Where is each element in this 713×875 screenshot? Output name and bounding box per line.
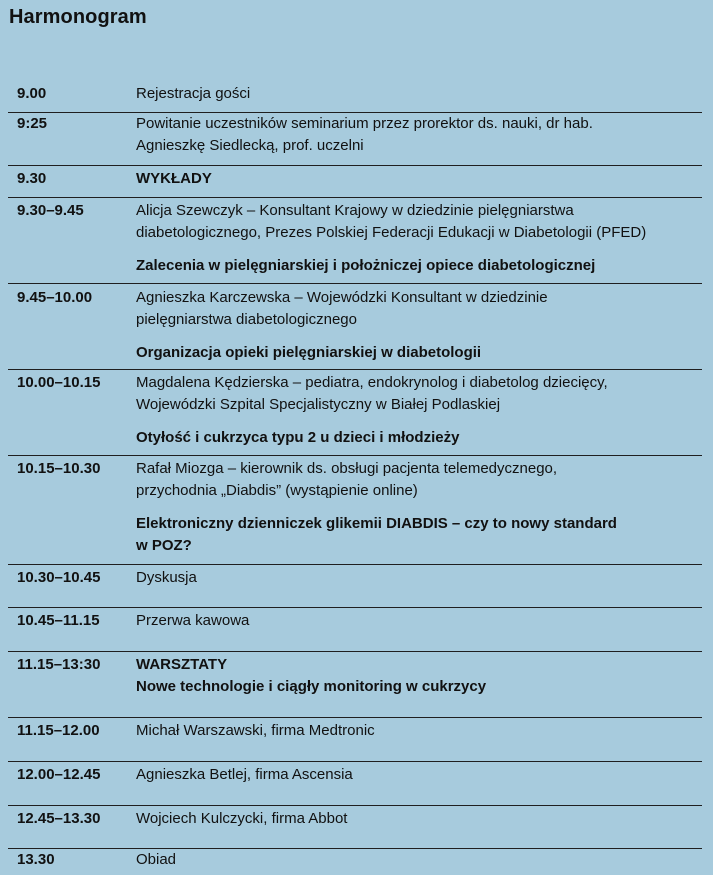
schedule-row <box>8 652 702 718</box>
row-description <box>136 567 702 607</box>
row-description <box>136 808 702 848</box>
row-text-line: Przerwa kawowa <box>136 612 250 629</box>
row-bold-line: Otyłość i cukrzyca typu 2 u dzieci i młodzieży <box>136 429 460 446</box>
row-bold-line: Organizacja opieki pielęgniarskiej w diabetologii <box>136 344 482 361</box>
row-time: 11.15–13:30 <box>17 656 101 673</box>
schedule-row <box>8 849 702 875</box>
row-time: 10.15–10.30 <box>17 460 101 477</box>
row-text-line: diabetologicznego, Prezes Polskiej Federacji Edukacji w Diabetologii (PFED) <box>136 224 647 241</box>
row-text-line: pielęgniarstwa diabetologicznego <box>136 311 357 328</box>
schedule-row <box>8 762 702 806</box>
schedule-row <box>8 78 702 113</box>
row-description <box>136 654 702 717</box>
row-bold-line: Zalecenia w pielęgniarskiej i położniczej opiece diabetologicznej <box>136 257 596 274</box>
row-time: 10.45–11.15 <box>17 612 100 629</box>
row-bold-line: Nowe technologie i ciągły monitoring w cukrzycy <box>136 678 487 695</box>
row-text-line: przychodnia „Diabdis” (wystąpienie online) <box>136 482 418 499</box>
row-time: 9:25 <box>17 115 48 132</box>
page-title: Harmonogram <box>9 6 147 28</box>
row-description <box>136 287 702 369</box>
schedule-row <box>8 565 702 608</box>
row-description <box>136 113 702 165</box>
row-bold-line: w POZ? <box>136 537 192 554</box>
schedule-row <box>8 608 702 652</box>
row-bold-line: WARSZTATY <box>136 656 228 673</box>
row-text-line: Dyskusja <box>136 569 197 586</box>
row-description <box>136 372 702 455</box>
row-text-line: Powitanie uczestników seminarium przez prorektor ds. nauki, dr hab. <box>136 115 593 132</box>
row-text-line: Wojciech Kulczycki, firma Abbot <box>136 810 348 827</box>
row-text-line: Agnieszkę Siedlecką, prof. uczelni <box>136 137 364 154</box>
row-text-line: Magdalena Kędzierska – pediatra, endokrynolog i diabetolog dziecięcy, <box>136 374 608 391</box>
row-time: 9.00 <box>17 85 47 102</box>
row-description <box>136 849 702 875</box>
row-time: 10.30–10.45 <box>17 569 101 586</box>
schedule-row <box>8 806 702 849</box>
row-description <box>136 458 702 564</box>
row-bold-line: WYKŁADY <box>136 170 212 187</box>
row-time: 11.15–12.00 <box>17 722 100 739</box>
row-time: 10.00–10.15 <box>17 374 101 391</box>
row-text-line: Wojewódzki Szpital Specjalistyczny w Białej Podlaskiej <box>136 396 501 413</box>
row-description <box>136 610 702 651</box>
row-bold-line: Elektroniczny dzienniczek glikemii DIABDIS – czy to nowy standard <box>136 515 617 532</box>
row-time: 9.30 <box>17 170 47 187</box>
row-description <box>136 168 702 197</box>
schedule-row <box>8 718 702 762</box>
row-time: 9.30–9.45 <box>17 202 84 219</box>
row-text-line: Agnieszka Karczewska – Wojewódzki Konsultant w dziedzinie <box>136 289 548 306</box>
row-time: 13.30 <box>17 851 55 868</box>
row-text-line: Rejestracja gości <box>136 85 251 102</box>
row-text-line: Rafał Miozga – kierownik ds. obsługi pacjenta telemedycznego, <box>136 460 558 477</box>
schedule-row <box>8 166 702 198</box>
row-time: 12.45–13.30 <box>17 810 101 827</box>
row-text-line: Agnieszka Betlej, firma Ascensia <box>136 766 353 783</box>
row-description <box>136 83 702 112</box>
row-time: 12.00–12.45 <box>17 766 101 783</box>
row-description <box>136 720 702 761</box>
row-description <box>136 200 702 283</box>
schedule-row <box>8 284 702 370</box>
row-text-line: Obiad <box>136 851 177 868</box>
row-text-line: Alicja Szewczyk – Konsultant Krajowy w dziedzinie pielęgniarstwa <box>136 202 574 219</box>
schedule-row <box>8 370 702 456</box>
schedule-row <box>8 113 702 166</box>
schedule-row <box>8 198 702 284</box>
schedule-table <box>8 78 702 875</box>
row-time: 9.45–10.00 <box>17 289 93 306</box>
schedule-row <box>8 456 702 565</box>
row-description <box>136 764 702 805</box>
row-text-line: Michał Warszawski, firma Medtronic <box>136 722 375 739</box>
